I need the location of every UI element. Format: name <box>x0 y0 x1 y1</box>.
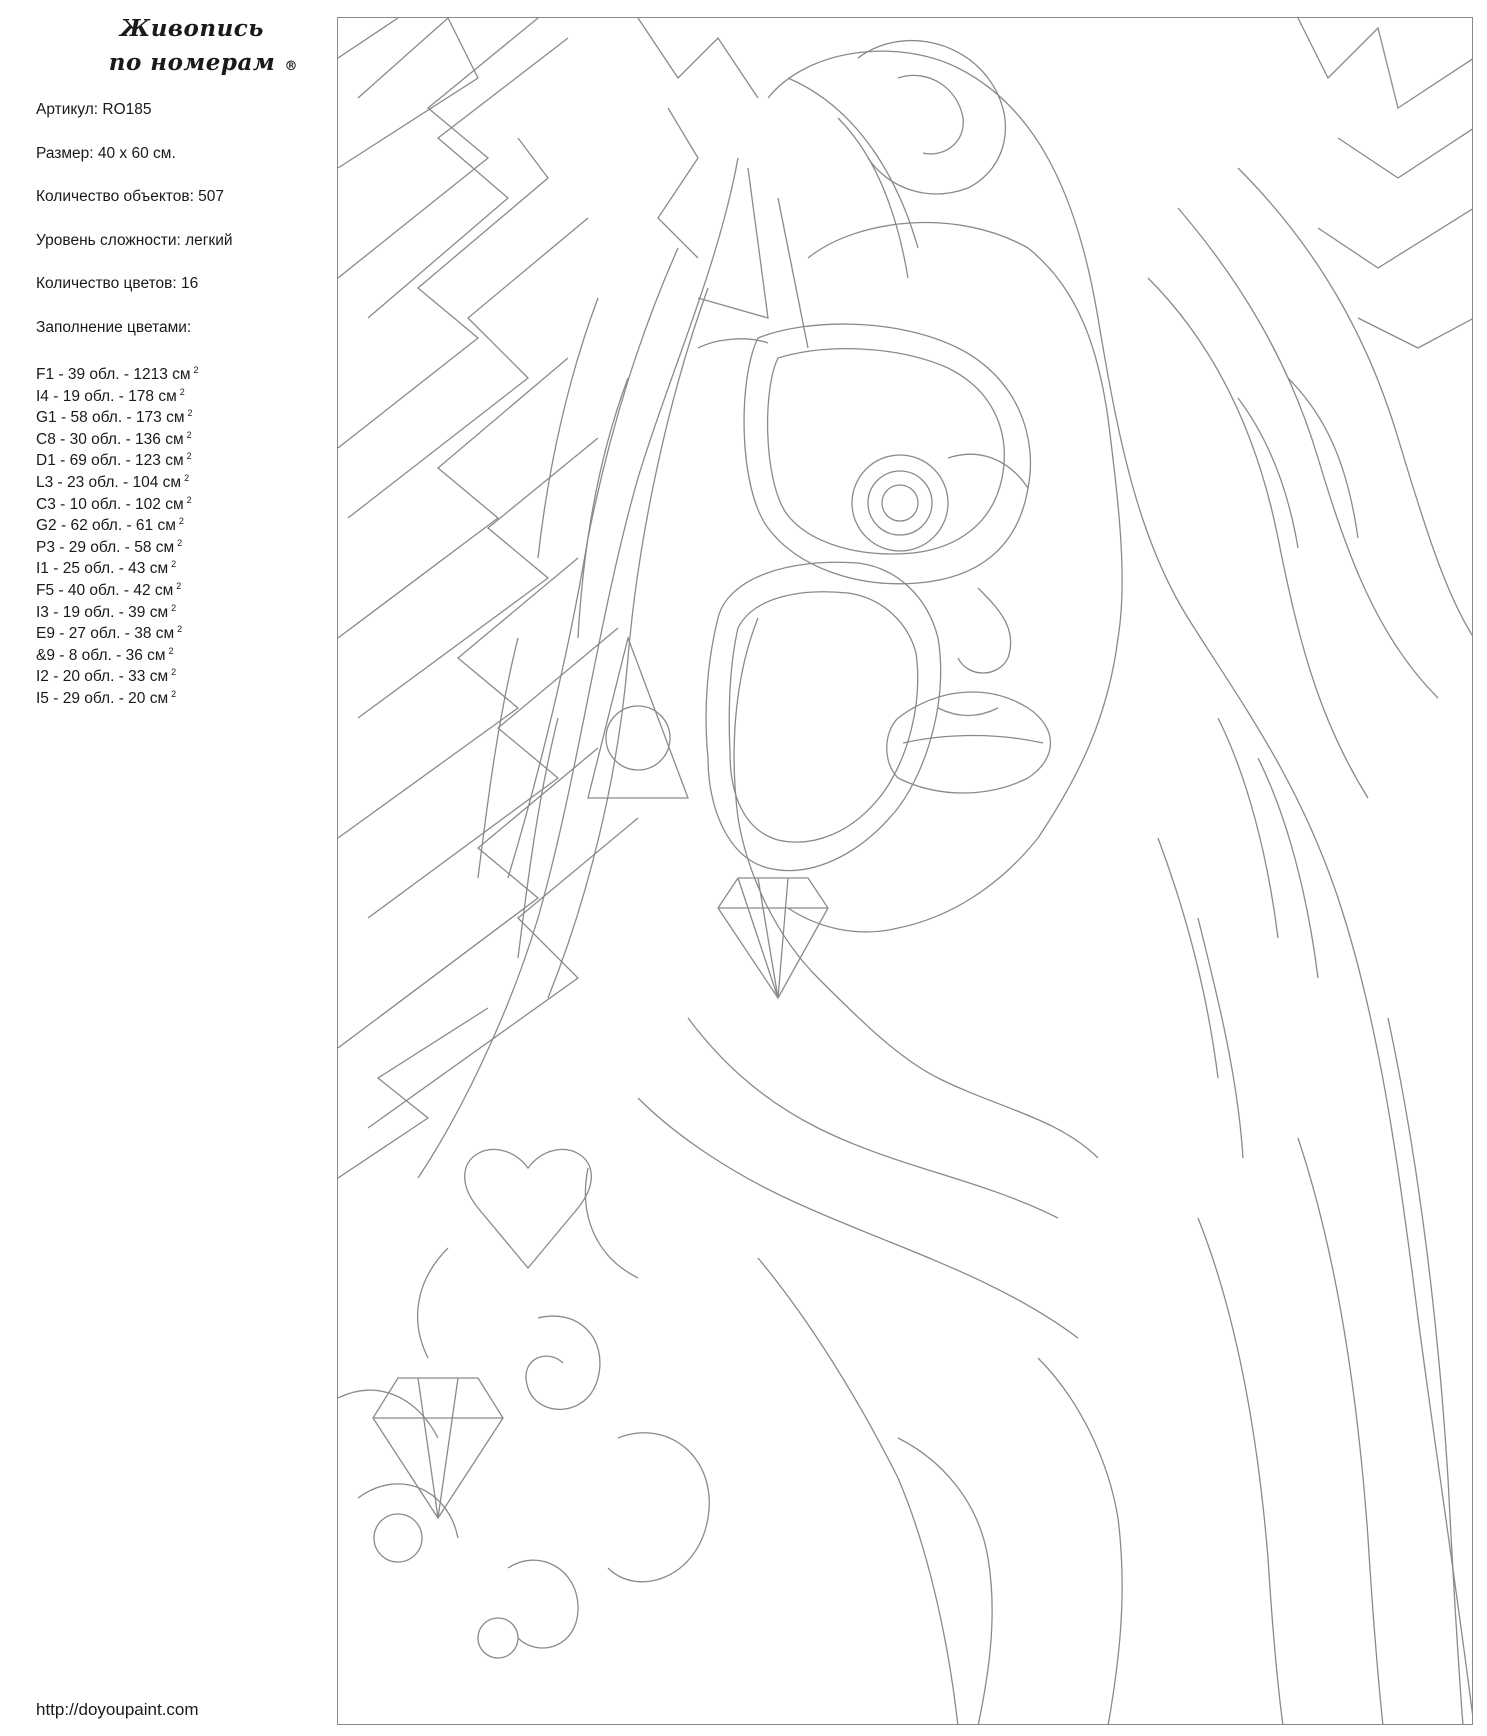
color-fill-row <box>36 490 199 512</box>
fill-row-text: I1 - 25 обл. - 43 см <box>36 560 169 578</box>
fill-row-text: G2 - 62 обл. - 61 см <box>36 517 176 535</box>
color-fill-row <box>36 446 199 468</box>
fill-row-superscript: 2 <box>171 559 177 570</box>
fill-row-text: C8 - 30 обл. - 136 см <box>36 430 184 448</box>
color-fill-row <box>36 425 199 447</box>
fill-row-superscript: 2 <box>186 451 192 462</box>
color-fill-row <box>36 403 199 425</box>
color-fill-row <box>36 360 199 382</box>
fill-row-text: I4 - 19 обл. - 178 см <box>36 387 177 405</box>
color-fill-row <box>36 533 199 555</box>
fill-row-text: G1 - 58 обл. - 173 см <box>36 409 185 427</box>
fill-row-text: P3 - 29 обл. - 58 см <box>36 538 175 556</box>
fill-row-text: C3 - 10 обл. - 102 см <box>36 495 184 513</box>
registered-mark: ® <box>284 59 298 74</box>
fill-row-superscript: 2 <box>171 688 177 699</box>
fill-row-superscript: 2 <box>178 516 184 527</box>
color-fill-row <box>36 382 199 404</box>
fill-row-text: I5 - 29 обл. - 20 см <box>36 689 169 707</box>
difficulty-level: Уровень сложности: легкий <box>36 231 233 249</box>
fill-row-text: &9 - 8 обл. - 36 см <box>36 646 166 664</box>
fill-row-text: E9 - 27 обл. - 38 см <box>36 625 175 643</box>
fill-row-superscript: 2 <box>184 472 190 483</box>
color-fill-row <box>36 619 199 641</box>
brand-logo <box>92 12 298 80</box>
fill-row-superscript: 2 <box>177 624 183 635</box>
product-info <box>36 100 233 361</box>
fill-row-text: F1 - 39 обл. - 1213 см <box>36 366 191 383</box>
color-fill-list <box>36 360 199 706</box>
color-fill-row <box>36 684 199 706</box>
color-fill-row <box>36 662 199 684</box>
fill-row-superscript: 2 <box>171 602 177 613</box>
fill-title: Заполнение цветами: <box>36 318 192 336</box>
color-fill-row <box>36 576 199 598</box>
canvas-size: Размер: 40 х 60 см. <box>36 144 176 162</box>
fill-row-superscript: 2 <box>186 429 192 440</box>
fill-row-superscript: 2 <box>177 537 183 548</box>
color-fill-row <box>36 598 199 620</box>
color-count: Количество цветов: 16 <box>36 275 199 292</box>
color-fill-row <box>36 641 199 663</box>
article-number: Артикул: RO185 <box>36 101 152 118</box>
fill-row-superscript: 2 <box>187 408 193 419</box>
fill-row-text: D1 - 69 обл. - 123 см <box>36 452 184 470</box>
fill-row-superscript: 2 <box>186 494 192 505</box>
fill-row-superscript: 2 <box>171 667 177 678</box>
brand-line-2: по номерам <box>108 49 276 76</box>
color-fill-row <box>36 554 199 576</box>
fill-row-text: F5 - 40 обл. - 42 см <box>36 581 174 599</box>
line-art-illustration <box>338 18 1473 1725</box>
color-fill-row <box>36 468 199 490</box>
fill-row-text: I2 - 20 обл. - 33 см <box>36 668 169 686</box>
fill-row-superscript: 2 <box>176 580 182 591</box>
info-panel <box>0 0 330 1736</box>
website-link[interactable]: http://doyoupaint.com <box>36 1700 199 1719</box>
brand-line-1: Живопись <box>120 15 264 42</box>
object-count: Количество объектов: 507 <box>36 188 225 205</box>
fill-row-superscript: 2 <box>193 365 199 375</box>
color-fill-row <box>36 511 199 533</box>
fill-row-text: L3 - 23 обл. - 104 см <box>36 473 182 491</box>
coloring-canvas <box>337 17 1473 1725</box>
fill-row-text: I3 - 19 обл. - 39 см <box>36 603 169 621</box>
fill-row-superscript: 2 <box>168 645 174 656</box>
fill-row-superscript: 2 <box>179 386 185 397</box>
